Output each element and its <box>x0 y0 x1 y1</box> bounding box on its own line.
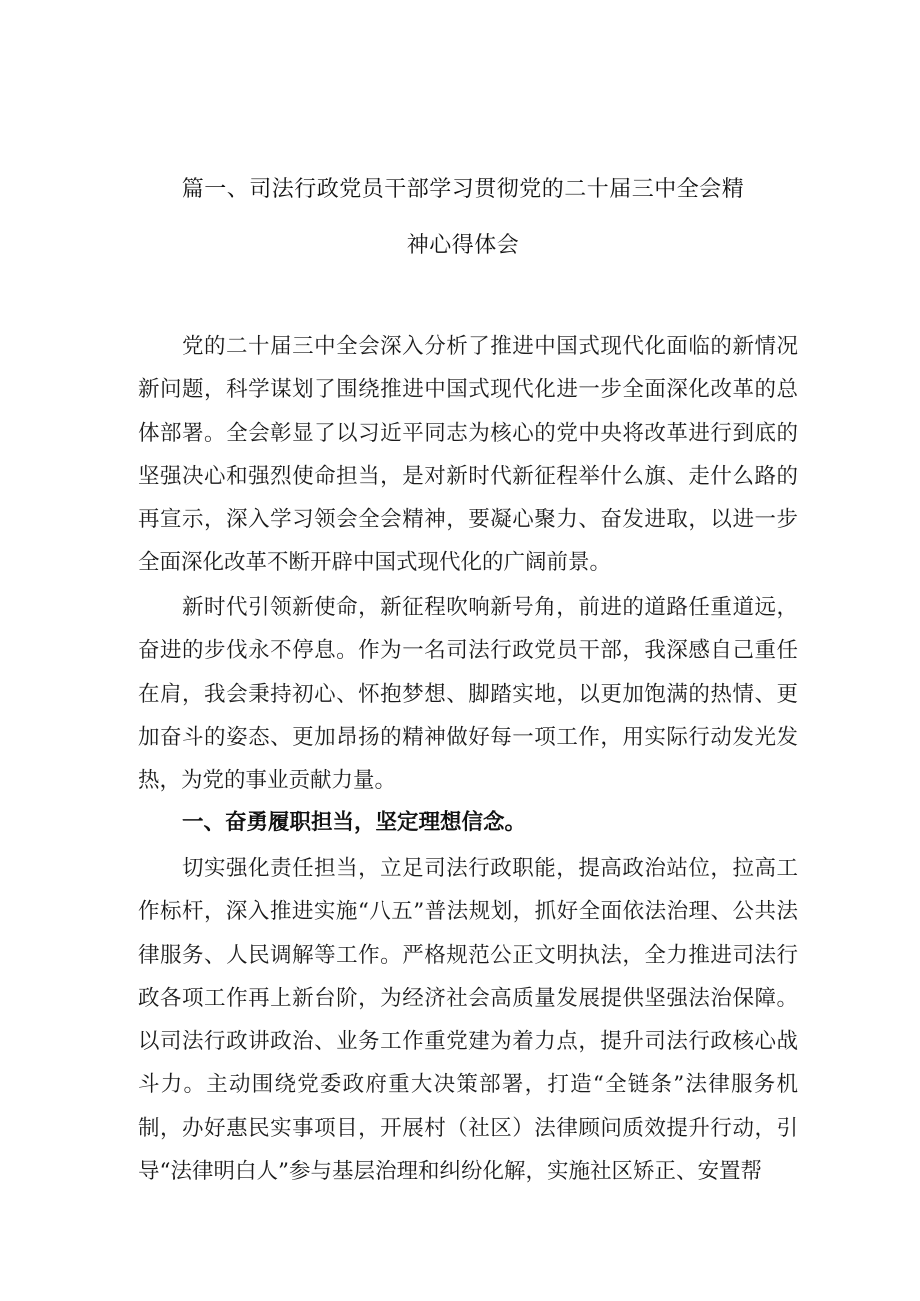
paragraph-1 <box>138 325 798 585</box>
document-title-line-2: 神心得体会 <box>406 233 520 258</box>
paragraph-text: 党的二十届三中全会深入分析了推进中国式现代化面临的新情况新问题，科学谋划了围绕推进中国式现代化进一步全面深化改革的总体部署。全会彰显了以习近平同志为核心的党中央将改革进行到底的坚强决心和强烈使命担当，是对新时代新征程举什么旗、走什么路的再宣示，深入学习领会全会精神，要凝心聚力、奋发进取，以进一步全面深化改革不断开辟中国式现代化的广阔前景。 <box>138 334 798 576</box>
paragraph-text: 切实强化责任担当，立足司法行政职能，提高政治站位，拉高工作标杆，深入推进实施“八五”普法规划，抓好全面依法治理、公共法律服务、人民调解等工作。严格规范公正文明执法，全力推进司法行政各项工作再上新台阶，为经济社会高质量发展提供坚强法治保障。以司法行政讲政治、业务工作重党建为着力点，提升司法行政核心战斗力。主动围绕党委政府重大决策部署，打造“全链条”法律服务机制，办好惠民实事项目，开展村（社区）法律顾问质效提升行动，引导“法律明白人”参与基层治理和纠纷化解，实施社区矫正、安置帮 <box>138 856 798 1185</box>
paragraph-3 <box>138 847 798 1193</box>
paragraph-2 <box>138 586 798 802</box>
document-title-line-1: 篇一、司法行政党员干部学习贯彻党的二十届三中全会精 <box>181 177 745 202</box>
section-heading: 一、奋勇履职担当，坚定理想信念。 <box>182 810 527 835</box>
paragraph-text: 新时代引领新使命，新征程吹响新号角，前进的道路任重道远，奋进的步伐永不停息。作为一名司法行政党员干部，我深感自己重任在肩，我会秉持初心、怀抱梦想、脚踏实地，以更加饱满的热情、更加奋斗的姿态、更加昂扬的精神做好每一项工作，用实际行动发光发热，为党的事业贡献力量。 <box>138 595 798 794</box>
